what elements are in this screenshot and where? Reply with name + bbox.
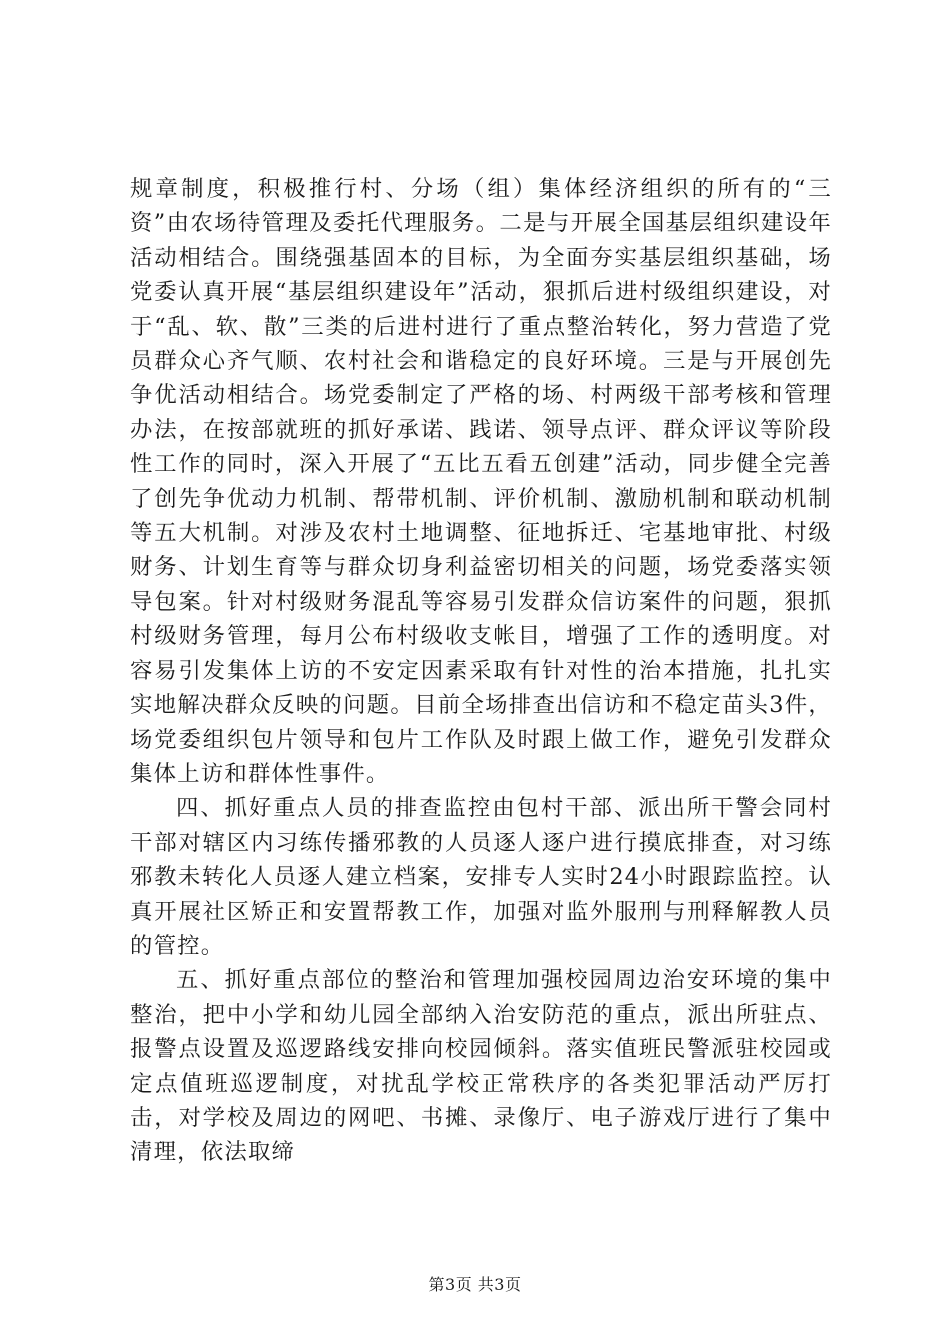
paragraph-1: 规章制度，积极推行村、分场（组）集体经济组织的所有的“三资”由农场待管理及委托代理服务。二是与开展全国基层组织建设年活动相结合。围绕强基固本的目标，为全面夯实基层组织基础，场党委认真开展“基层组织建设年”活动，狠抓后进村级组织建设，对于“乱、软、散”三类的后进村进行了重点整治转化，努力营造了党员群众心齐气顺、农村社会和谐稳定的良好环境。三是与开展创先争优活动相结合。场党委制定了严格的场、村两级干部考核和管理办法，在按部就班的抓好承诺、践诺、领导点评、群众评议等阶段性工作的同时，深入开展了“五比五看五创建”活动，同步健全完善了创先争优动力机制、帮带机制、评价机制、激励机制和联动机制等五大机制。对涉及农村土地调整、征地拆迁、宅基地审批、村级财务、计划生育等与群众切身利益密切相关的问题，场党委落实领导包案。针对村级财务混乱等容易引发群众信访案件的问题，狠抓村级财务管理，每月公布村级收支帐目，增强了工作的透明度。对容易引发集体上访的不安定因素采取有针对性的治本措施，扎扎实实地解决群众反映的问题。目前全场排查出信访和不稳定苗头3件，场党委组织包片领导和包片工作队及时跟上做工作，避免引发群众集体上访和群体性事件。 (130, 176, 832, 787)
paragraph-3: 五、抓好重点部位的整治和管理加强校园周边治安环境的集中整治，把中小学和幼儿园全部纳入治安防范的重点，派出所驻点、报警点设置及巡逻路线安排向校园倾斜。落实值班民警派驻校园或定点值班巡逻制度，对扰乱学校正常秩序的各类犯罪活动严厉打击，对学校及周边的网吧、书摊、录像厅、电子游戏厅进行了集中清理，依法取缔 (130, 967, 832, 1166)
paragraph-2: 四、抓好重点人员的排查监控由包村干部、派出所干警会同村干部对辖区内习练传播邪教的人员逐人逐户进行摸底排查，对习练邪教未转化人员逐人建立档案，安排专人实时24小时跟踪监控。认真开展社区矫正和安置帮教工作，加强对监外服刑与刑释解教人员的管控。 (130, 795, 832, 959)
document-body (130, 172, 832, 1170)
page-footer: 第3页 共3页 (428, 1275, 522, 1294)
